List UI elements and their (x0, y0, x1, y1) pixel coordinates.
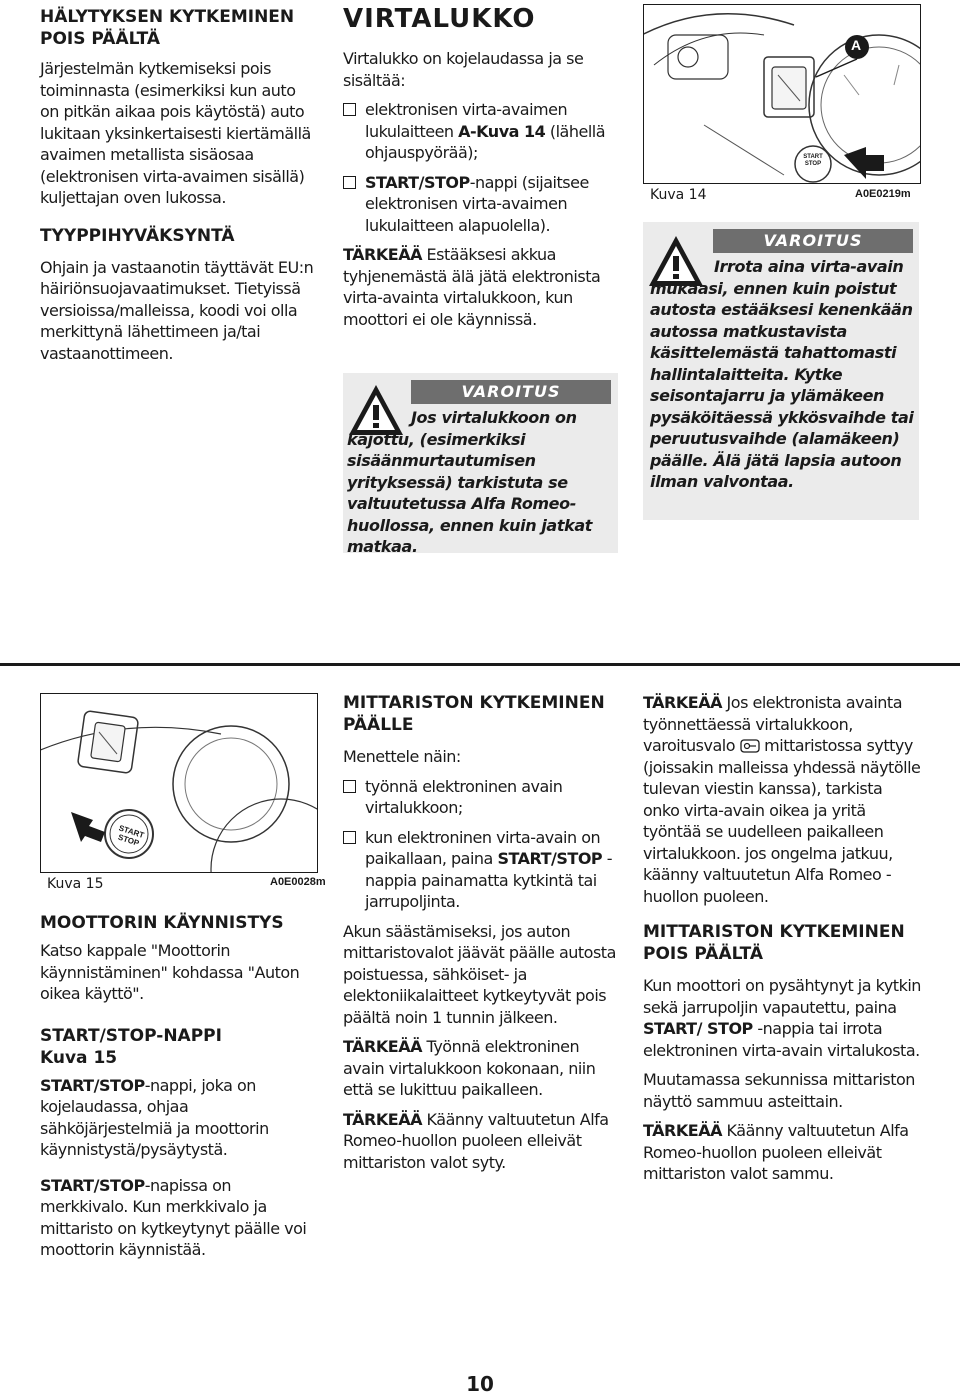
figure-15-caption: Kuva 15 (47, 876, 104, 892)
type-approval-text: Ohjain ja vastaanotin täyttävät EU:n häiriönsuojavaatimukset. Tietyissä versioissa/malleissa, koodi voi olla merkittynä lähettimeen ja/tai vastaanottimeen. (40, 257, 314, 363)
figure-15 (40, 693, 318, 873)
bottom-middle-column (343, 692, 618, 1181)
bullet-press-start-stop: kun elektroninen virta-avain on paikallaan, paina START/STOP -nappia painamatta kytkintä tai jarrupoljinta. (343, 827, 618, 913)
battery-saving-text: Akun säästämiseksi, jos auton mittaristovalot jäävät päälle autosta poistuessa, sähköiset- ja elektoniikalaitteet kytkeytyvät pois päältä noin 1 tunnin jälkeen. (343, 921, 616, 1027)
warning-title: VAROITUS (713, 229, 913, 253)
alarm-off-text: Järjestelmän kytkemiseksi pois toiminnasta (esimerkiksi kun auto on pitkän aikaa pois käytöstä) auto lukitaan yksinkertaisesti kiertämällä avaimen metallista sisäosaa (elektronisen virta-avaimen sisällä) kuljettajan oven lukossa. (40, 59, 311, 207)
figure-14-code: A0E0219m (855, 188, 911, 200)
cluster-off-text: Kun moottori on pysähtynyt ja kytkin sekä jarrupoljin vapautettu, paina START/ STOP -nappia tai irrota elektroninen virta-avain virtalukosta. (643, 976, 921, 1060)
warning-title: VAROITUS (411, 380, 611, 404)
start-stop-button-illustration (41, 694, 317, 872)
section-divider (0, 663, 960, 666)
bullet-insert-key: työnnä elektroninen avain virtalukkoon; (343, 776, 618, 819)
ignition-intro: Virtalukko on kojelaudassa ja se sisältää: (343, 49, 584, 90)
bullet-key-reader: elektronisen virta-avaimen lukulaitteen A-Kuva 14 (lähellä ohjauspyörää); (343, 99, 618, 164)
cluster-on-intro: Menettele näin: (343, 747, 461, 766)
type-approval-heading: TYYPPIHYVÄKSYNTÄ (40, 225, 235, 246)
figure-15-code: A0E0028m (270, 876, 326, 888)
cluster-fade-text: Muutamassa sekunnissa mittariston näyttö sammuu asteittain. (643, 1070, 915, 1111)
alarm-off-heading: HÄLYTYKSEN KYTKEMINEN POIS PÄÄLTÄ (40, 7, 295, 49)
ignition-heading: VIRTALUKKO (343, 4, 536, 34)
figure-14-caption: Kuva 14 (650, 187, 707, 203)
top-left-column (40, 6, 318, 372)
cluster-off-heading: MITTARISTON KYTKEMINEN POIS PÄÄLTÄ (643, 922, 905, 964)
start-stop-text: START/STOP-nappi, joka on kojelaudassa, ohjaa sähköjärjestelmiä ja moottorin käynnistystä/pysäytystä. (40, 1075, 269, 1159)
cluster-on-heading: MITTARISTON KYTKEMINEN PÄÄLLE (343, 693, 605, 735)
start-stop-heading: START/STOP-NAPPI Kuva 15 (40, 1025, 222, 1068)
page-number: 10 (466, 1372, 494, 1396)
engine-start-heading: MOOTTORIN KÄYNNISTYS (40, 913, 284, 933)
key-warning-light-icon (740, 739, 760, 753)
checkbox-bullet-icon (343, 780, 356, 793)
bottom-left-column (40, 912, 318, 1269)
figure-label-a: A (851, 37, 862, 53)
start-stop-button-label: START STOP (803, 154, 823, 167)
important-note-lights-off: TÄRKEÄÄ Käänny valtuutetun Alfa Romeo-huollon puoleen elleivät mittariston valot sammu. (643, 1121, 909, 1183)
bottom-right-column (643, 692, 921, 1193)
warning-text-ignition: Jos virtalukkoon on kajottu, (esimerkiksi sisäänmurtautumisen yrityksessä) tarkistuta se valtuutetussa Alfa Romeo-huollossa, ennen kuin jatkat matkaa. (347, 408, 592, 556)
checkbox-bullet-icon (343, 176, 356, 189)
important-note-lights-on: TÄRKEÄÄ Käänny valtuutetun Alfa Romeo-huollon puoleen elleivät mittariston valot syty. (343, 1109, 609, 1172)
important-note-insert-key: TÄRKEÄÄ Työnnä elektroninen avain virtalukkoon kokonaan, niin että se lukittuu paikalleen. (343, 1037, 596, 1099)
important-note-warning-light: TÄRKEÄÄ Jos elektronista avainta työnnettäessä virtalukkoon, varoitusvalo mittaristossa syttyy (joissakin malleissa yhdessä näytölle tulevan viestin kanssa), tarkista onko virta-avain oikea ja yritä työntää se uudelleen paikalleen virtalukkoon. jos ongelma jatkuu, käänny valtuutetun Alfa Romeo -huollon puoleen. (643, 693, 921, 906)
bullet-start-stop: START/STOP-nappi (sijaitsee elektronisen virta-avaimen lukulaitteen alapuolella). (343, 172, 618, 237)
start-stop-button-label: START STOP (116, 823, 146, 848)
dashboard-key-reader-illustration (644, 5, 920, 183)
important-note-battery: TÄRKEÄÄ Estääksesi akkua tyhjenemästä älä jätä elektronista virta-avainta virtalukkoon, kun moottori ei ole käynnissä. (343, 245, 601, 329)
checkbox-bullet-icon (343, 103, 356, 116)
start-stop-led-text: START/STOP-napissa on merkkivalo. Kun merkkivalo ja mittaristo on kytkeytynyt päälle voi moottorin käynnistää. (40, 1175, 307, 1259)
figure-14 (643, 4, 921, 184)
checkbox-bullet-icon (343, 831, 356, 844)
warning-text-key: Irrota aina virta-avain mukaasi, ennen kuin poistut autosta estääksesi kenenkään autossa matkustavista käsittelemästä tahattomasti hallintalaitteita. Kytke seisontajarru ja ylämäkeen pysäköitäessä ykkösvaihde tai peruutusvaihde (alamäkeen) päälle. Älä jätä lapsia autoon ilman valvontaa. (650, 257, 914, 491)
top-middle-column (343, 4, 618, 338)
engine-start-text: Katso kappale "Moottorin käynnistäminen" kohdassa "Auton oikea käyttö". (40, 941, 300, 1003)
